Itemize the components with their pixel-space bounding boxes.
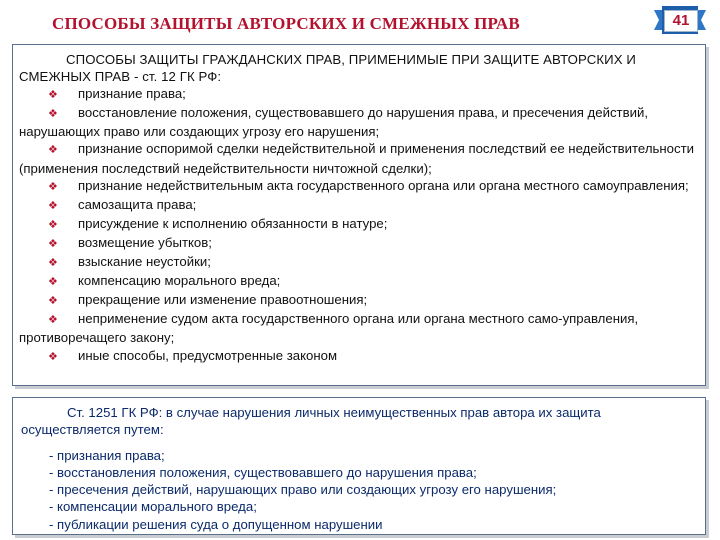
list-item: ❖ признание недействительным акта государственного органа или органа местного самоуправления; xyxy=(19,177,699,196)
slide-number-badge xyxy=(654,4,706,36)
list-item: ❖ признание права; xyxy=(19,85,699,104)
list-item: ❖ иные способы, предусмотренные законом xyxy=(19,347,699,366)
list-item: ❖ признание оспоримой сделки недействительной и применения последствий ее недействительности (применения последствий недействительности ничтожной сделки); xyxy=(19,141,695,176)
diamond-bullet-icon: ❖ xyxy=(48,237,58,250)
diamond-bullet-icon: ❖ xyxy=(48,295,58,308)
diamond-bullet-icon: ❖ xyxy=(48,144,58,157)
diamond-bullet-icon: ❖ xyxy=(48,108,58,121)
list-item: ❖ неприменение судом акта государственного органа или органа местного само-управления, противоречащего закону; xyxy=(19,311,639,346)
box2-heading: Ст. 1251 ГК РФ: в случае нарушения личных неимущественных прав автора их защита осуществляется путем: xyxy=(21,405,601,438)
list-item: - признания права; xyxy=(49,448,165,464)
list-item: ❖ восстановление положения, существовавшего до нарушения права, и пресечения действий, нарушающих право или создающих угрозу его нарушения; xyxy=(19,105,648,140)
diamond-bullet-icon: ❖ xyxy=(48,218,58,231)
list-item: ❖ прекращение или изменение правоотношения; xyxy=(19,291,699,310)
list-item: - компенсации морального вреда; xyxy=(49,499,257,515)
list-item: ❖ компенсацию морального вреда; xyxy=(19,272,699,291)
diamond-bullet-icon: ❖ xyxy=(48,89,58,102)
slide-number: 41 xyxy=(664,10,698,32)
diamond-bullet-icon: ❖ xyxy=(48,180,58,193)
list-item: - публикации решения суда о допущенном нарушении xyxy=(49,516,383,532)
list-item: - пресечения действий, нарушающих право или создающих угрозу его нарушения; xyxy=(49,482,557,498)
diamond-bullet-icon: ❖ xyxy=(48,257,58,270)
list-item: - восстановления положения, существовавшего до нарушения права; xyxy=(49,465,477,481)
box1-heading: СПОСОБЫ ЗАЩИТЫ ГРАЖДАНСКИХ ПРАВ, ПРИМЕНИМЫЕ ПРИ ЗАЩИТЕ АВТОРСКИХ И СМЕЖНЫХ ПРАВ - ст. 12 ГК РФ: xyxy=(19,52,636,85)
diamond-bullet-icon: ❖ xyxy=(48,276,58,289)
list-item: ❖ присуждение к исполнению обязанности в натуре; xyxy=(19,215,699,234)
diamond-bullet-icon: ❖ xyxy=(48,199,58,212)
list-item: ❖ возмещение убытков; xyxy=(19,234,699,253)
list-item: ❖ самозащита права; xyxy=(19,196,699,215)
diamond-bullet-icon: ❖ xyxy=(48,350,58,363)
personal-rights-protection-box xyxy=(12,397,706,535)
civil-rights-protection-box xyxy=(12,44,706,386)
page-title: СПОСОБЫ ЗАЩИТЫ АВТОРСКИХ И СМЕЖНЫХ ПРАВ xyxy=(52,14,520,33)
diamond-bullet-icon: ❖ xyxy=(48,314,58,327)
list-item: ❖ взыскание неустойки; xyxy=(19,253,699,272)
